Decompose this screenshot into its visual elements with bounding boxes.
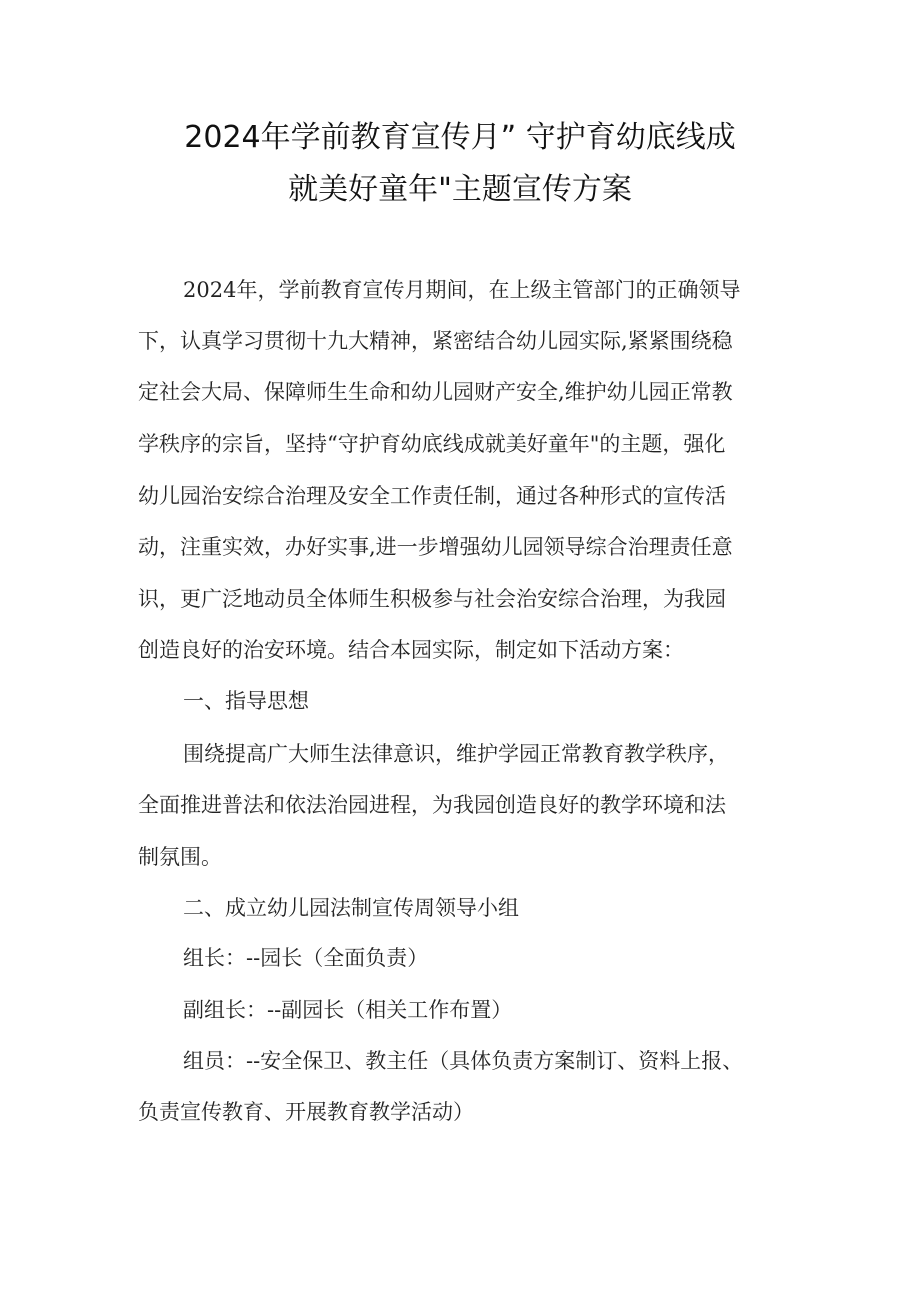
members-line-1: 组员：--安全保卫、教主任（具体负责方案制订、资料上报、 bbox=[183, 1049, 744, 1073]
intro-line-7: 识，更广泛地动员全体师生积极参与社会治安综合治理，为我园 bbox=[138, 587, 726, 611]
intro-line-3: 定社会大局、保障师生生命和幼儿园财产安全,维护幼儿园正常教 bbox=[138, 380, 733, 404]
intro-line-4: 学秩序的宗旨，坚持“守护育幼底线成就美好童年"的主题，强化 bbox=[138, 432, 726, 456]
section-2-heading: 二、成立幼儿园法制宣传周领导小组 bbox=[183, 896, 519, 920]
section-1-line-3: 制氛围。 bbox=[138, 845, 222, 869]
document-title-line-2: 就美好童年"主题宣传方案 bbox=[288, 172, 632, 207]
document-title-line-1: 2024年学前教育宣传月” 守护育幼底线成 bbox=[184, 120, 736, 155]
intro-line-5: 幼儿园治安综合治理及安全工作责任制，通过各种形式的宣传活 bbox=[138, 484, 726, 508]
members-line-2: 负责宣传教育、开展教育教学活动） bbox=[138, 1100, 474, 1124]
section-1-line-2: 全面推进普法和依法治园进程，为我园创造良好的教学环境和法 bbox=[138, 793, 726, 817]
intro-line-2: 下，认真学习贯彻十九大精神，紧密结合幼儿园实际,紧紧围绕稳 bbox=[138, 329, 733, 353]
section-1-line-1: 围绕提高广大师生法律意识，维护学园正常教育教学秩序， bbox=[183, 742, 729, 766]
deputy-leader-line: 副组长：--副园长（相关工作布置） bbox=[183, 998, 513, 1022]
section-1-heading: 一、指导思想 bbox=[183, 689, 309, 713]
intro-line-8: 创造良好的治安环境。结合本园实际，制定如下活动方案： bbox=[138, 638, 684, 662]
intro-line-1: 2024年，学前教育宣传月期间，在上级主管部门的正确领导 bbox=[183, 278, 741, 302]
intro-line-6: 动，注重实效，办好实事,进一步增强幼儿园领导综合治理责任意 bbox=[138, 535, 733, 559]
leader-line: 组长：--园长（全面负责） bbox=[183, 946, 429, 970]
